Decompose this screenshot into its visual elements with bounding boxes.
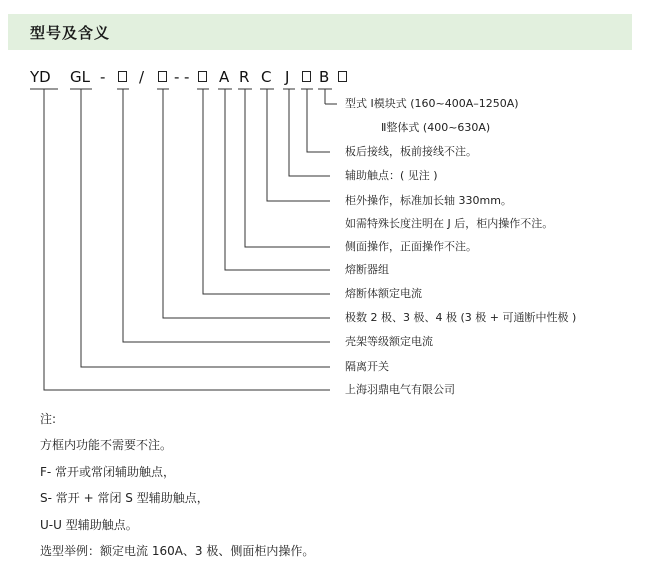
note-line-3: S- 常开 + 常闭 S 型辅助触点， [40, 491, 209, 505]
leader-gl [81, 89, 330, 367]
leader-frame-current [123, 89, 330, 342]
desc-manufacturer: 上海羽鼎电气有限公司 [345, 383, 455, 396]
code-box-type [338, 71, 347, 82]
code-r: R [239, 68, 250, 86]
desc-side-operation: 侧面操作，正面操作不注。 [345, 240, 477, 253]
leader-r [245, 89, 330, 247]
desc-ext-operation-1: 柜外操作，标准加长轴 330mm。 [345, 194, 512, 207]
code-slash: / [139, 68, 145, 86]
code-box-wiring [302, 71, 311, 82]
notes-heading: 注: [40, 412, 57, 426]
leader-c [267, 89, 330, 201]
desc-fuse-rated-current: 熔断体额定电流 [345, 287, 422, 300]
code-box-frame-current [118, 71, 127, 82]
desc-type-line1: 型式 Ⅰ模块式 (160~400A–1250A) [345, 97, 519, 110]
note-line-4: U-U 型辅助触点。 [40, 518, 138, 532]
code-box-fuse-current [198, 71, 207, 82]
code-yd: YD [30, 68, 51, 86]
code-dash-1: - [100, 68, 106, 86]
code-box-poles [158, 71, 167, 82]
leader-j [289, 89, 330, 176]
code-gl: GL [70, 68, 90, 86]
desc-aux-contact: 辅助触点：( 见注 ) [345, 169, 438, 182]
model-code [0, 68, 649, 88]
code-dash-2: - [174, 68, 180, 86]
code-b: B [319, 68, 330, 86]
desc-fuse-group: 熔断器组 [345, 263, 389, 276]
desc-isolating-switch: 隔离开关 [345, 360, 389, 373]
desc-poles: 极数 2 极、3 极、4 极 (3 极 + 可通断中性极 ) [345, 311, 577, 324]
code-a: A [219, 68, 230, 86]
note-line-1: 方框内功能不需要不注。 [40, 438, 173, 452]
note-line-2: F- 常开或常闭辅助触点， [40, 465, 176, 479]
note-line-5: 选型举例：额定电流 160A、3 极、侧面柜内操作。 [40, 544, 315, 558]
code-c: C [261, 68, 272, 86]
code-j: J [285, 68, 290, 86]
code-dash-3: - [184, 68, 190, 86]
leader-a [225, 89, 330, 270]
leader-poles [163, 89, 330, 318]
desc-frame-current: 壳架等级额定电流 [345, 335, 433, 348]
section-title: 型号及含义 [30, 24, 111, 42]
leader-wiring [307, 89, 330, 152]
desc-wiring: 板后接线，板前接线不注。 [345, 145, 477, 158]
desc-ext-operation-2: 如需特殊长度注明在 J 后，柜内操作不注。 [345, 217, 554, 230]
leader-yd [44, 89, 330, 390]
desc-type-line2: Ⅱ整体式 (400~630A) [381, 121, 491, 134]
